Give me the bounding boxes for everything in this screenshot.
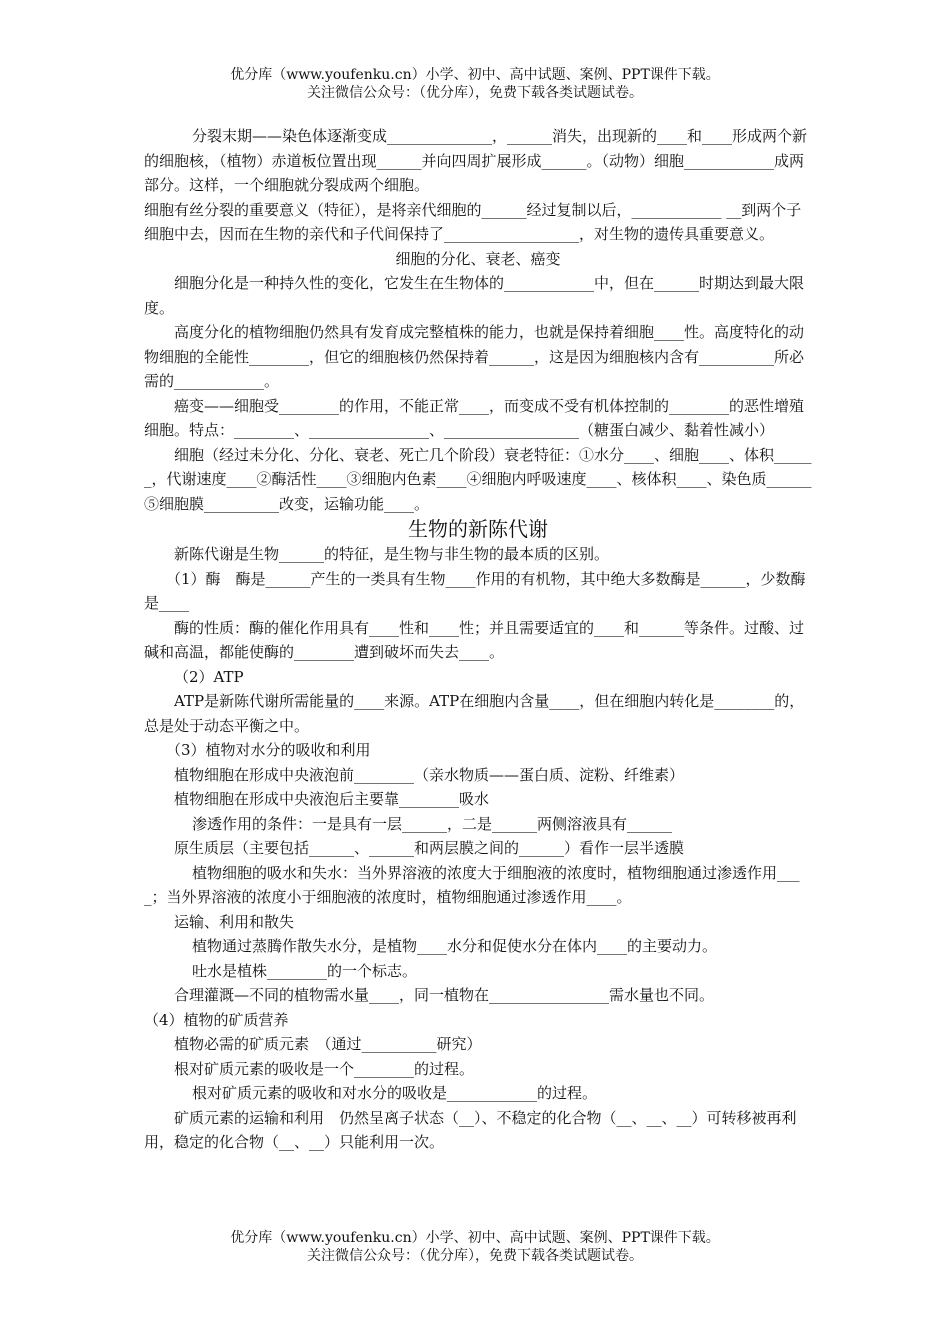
- paragraph-absorption-relation: 根对矿质元素的吸收和对水分的吸收是____________的过程。: [192, 1084, 598, 1102]
- paragraph-enzyme: （1）酶 酶是______产生的一类具有生物____作用的有机物，其中绝大多数酶是______，少数酶是____: [144, 569, 806, 612]
- subheading-atp: （2）ATP: [174, 667, 244, 686]
- document-body: [144, 124, 812, 1155]
- footer-line-1: 优分库（www.youfenku.cn）小学、初中、高中试题、案例、PPT课件下载。: [230, 1230, 720, 1246]
- paragraph-enzyme-properties: 酶的性质：酶的催化作用具有____性和____性；并且需要适宜的____和______等条件。过酸、过碱和高温，都能使酶的________遭到破坏而失去____。: [144, 618, 805, 661]
- paragraph-irrigation: 合理灌溉—不同的植物需水量____，同一植物在________________需水量也不同。: [174, 986, 715, 1004]
- subheading-water: （3）植物对水分的吸收和利用: [166, 741, 371, 759]
- section-heading-metabolism: 生物的新陈代谢: [408, 517, 548, 541]
- paragraph-mineral-transport: 矿质元素的运输和利用 仍然呈离子状态（__）、不稳定的化合物（__、__、__）可转移被再利用，稳定的化合物（__、__）只能利用一次。: [144, 1108, 797, 1151]
- subheading-transport: 运输、利用和散失: [174, 912, 295, 931]
- footer-line-2: 关注微信公众号：（优分库），免费下载各类试题试卷。: [307, 1248, 643, 1264]
- paragraph-water-absorption-loss: 植物细胞的吸水和失水：当外界溶液的浓度大于细胞液的浓度时，植物细胞通过渗透作用____；当外界溶液的浓度小于细胞液的浓度时，植物细胞通过渗透作用____。: [144, 863, 800, 906]
- paragraph-mitosis-telophase: 分裂末期——染色体逐渐变成______________，______消失，出现新的____和____形成两个新的细胞核，（植物）赤道板位置出现______并向四周扩展形成______。（动物）细胞____________成两部分。这样，一个细胞就分裂成两个细胞。: [144, 127, 808, 194]
- page-footer: [0, 1229, 950, 1265]
- paragraph-imbibition: 植物细胞在形成中央液泡前________（亲水物质——蛋白质、淀粉、纤维素）: [174, 765, 685, 784]
- subheading-mineral: （4）植物的矿质营养: [144, 1010, 289, 1029]
- paragraph-metabolism: 新陈代谢是生物______的特征，是生物与非生物的最本质的区别。: [174, 545, 610, 563]
- paragraph-root-absorption: 根对矿质元素的吸收是一个________的过程。: [174, 1059, 475, 1078]
- paragraph-essential-elements: 植物必需的矿质元素 （通过__________研究）: [174, 1035, 482, 1053]
- paragraph-osmotic-uptake: 植物细胞在形成中央液泡后主要靠________吸水: [174, 790, 490, 808]
- paragraph-protoplast-layer: 原生质层（主要包括______、______和两层膜之间的______）看作一层半透膜: [174, 839, 685, 857]
- paragraph-guttation: 吐水是植株________的一个标志。: [192, 961, 418, 980]
- section-heading-differentiation: 细胞的分化、衰老、癌变: [395, 249, 561, 268]
- paragraph-osmosis-conditions: 渗透作用的条件：一是具有一层______，二是______两侧溶液具有______: [192, 814, 673, 833]
- paragraph-cancer: 癌变——细胞受________的作用，不能正常____，而变成不受有机体控制的________的恶性增殖细胞。特点：________、________________、__________________（糖蛋白减少、黏着性减小）: [144, 396, 805, 439]
- paragraph-atp: ATP是新陈代谢所需能量的____来源。ATP在细胞内含量____，但在细胞内转化是________的，总是处于动态平衡之中。: [144, 692, 805, 735]
- paragraph-transpiration: 植物通过蒸腾作散失水分，是植物____水分和促使水分在体内____的主要动力。: [192, 937, 718, 955]
- paragraph-differentiation: 细胞分化是一种持久性的变化，它发生在生物体的____________中，但在______时期达到最大限度。: [144, 274, 805, 317]
- header-line-1: 优分库（www.youfenku.cn）小学、初中、高中试题、案例、PPT课件下载。: [230, 67, 720, 83]
- paragraph-totipotency: 高度分化的植物细胞仍然具有发育成完整植株的能力，也就是保持着细胞____性。高度特化的动物细胞的全能性________，但它的细胞核仍然保持着______，这是因为细胞核内含有__________所必需的____________。: [144, 323, 805, 390]
- header-line-2: 关注微信公众号：（优分库），免费下载各类试题试卷。: [307, 85, 643, 101]
- paragraph-aging: 细胞（经过未分化、分化、衰老、死亡几个阶段）衰老特征：①水分____、细胞____、体积______，代谢速度____②酶活性____③细胞内色素____④细胞内呼吸速度____、核体积____、染色质______⑤细胞膜__________改变，运输功能____。: [144, 445, 812, 513]
- paragraph-mitosis-significance: 细胞有丝分裂的重要意义（特征），是将亲代细胞的______经过复制以后，____________ __到两个子细胞中去，因而在生物的亲代和子代间保持了__________________，对生物的遗传具重要意义。: [144, 200, 802, 243]
- page-header: [0, 66, 950, 102]
